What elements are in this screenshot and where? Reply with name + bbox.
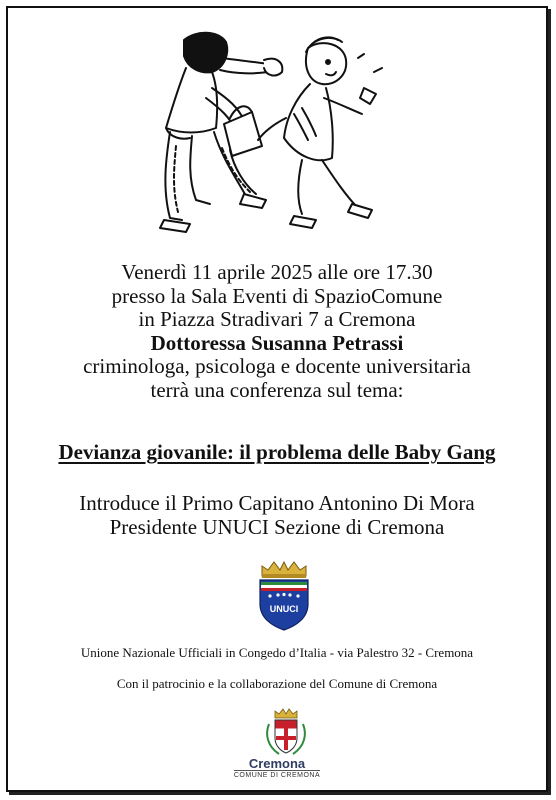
municipality-name: Cremona (248, 756, 306, 771)
cremona-coat-of-arms-icon (251, 708, 321, 758)
cartoon-illustration (126, 28, 386, 248)
event-address-line: in Piazza Stradivari 7 a Cremona (138, 307, 416, 331)
crest-text: UNUCI (269, 604, 299, 614)
event-details (8, 261, 546, 402)
speaker-name: Dottoressa Susanna Petrassi (150, 330, 404, 355)
introduction (8, 492, 546, 539)
event-venue-line: presso la Sala Eventi di SpazioComune (111, 283, 443, 308)
patronage-line: Con il patrocinio e la collaborazione del Comune di Cremona (116, 676, 438, 691)
municipality-subtitle-text: COMUNE DI CREMONA (233, 772, 321, 779)
poster-frame (6, 6, 548, 792)
municipality-subtitle (8, 772, 546, 779)
conference-topic (8, 440, 546, 465)
introducer-role: Presidente UNUCI Sezione di Cremona (109, 514, 445, 539)
unuci-crest-icon (254, 560, 314, 632)
topic-title: Devianza giovanile: il problema delle Baby Gang (58, 440, 496, 464)
speaker-roles: criminologa, psicologa e docente universitaria (83, 354, 471, 378)
association-line: Unione Nazionale Ufficiali in Congedo d’Italia - via Palestro 32 - Cremona (80, 645, 474, 660)
event-date-line: Venerdì 11 aprile 2025 alle ore 17.30 (121, 260, 433, 284)
introducer-line: Introduce il Primo Capitano Antonino Di Mora (79, 491, 475, 515)
conference-intro: terrà una conferenza sul tema: (150, 377, 404, 402)
